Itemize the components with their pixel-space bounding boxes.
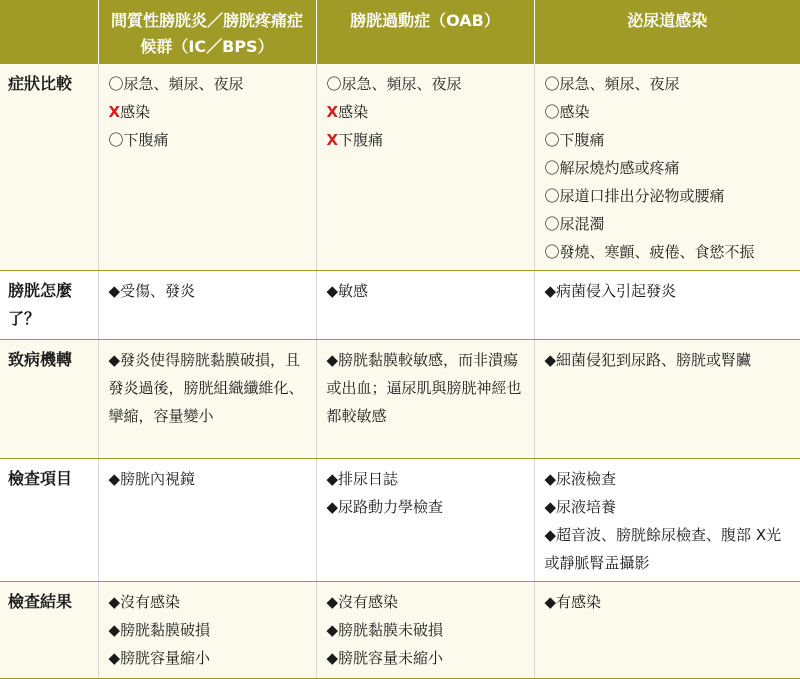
list-item	[545, 493, 793, 521]
cell-symptoms-oab	[316, 64, 534, 271]
list-item	[109, 588, 308, 616]
symptom-text: 感染	[559, 103, 590, 121]
row-symptoms	[0, 64, 800, 271]
circle-mark-icon: 〇	[108, 131, 124, 149]
header-ic-bps: 間質性膀胱炎／膀胱疼痛症候群（IC／BPS）	[98, 0, 316, 64]
cell-text: 受傷、發炎	[120, 282, 196, 300]
diamond-bullet-icon: ◆	[544, 593, 557, 611]
cell-results-ic	[98, 582, 316, 679]
circle-mark-icon: 〇	[544, 75, 560, 93]
symptom-item	[109, 126, 308, 154]
header-oab: 膀胱過動症（OAB）	[316, 0, 534, 64]
symptom-text: 尿急、頻尿、夜尿	[123, 75, 244, 93]
x-mark-icon: X	[326, 103, 339, 121]
circle-mark-icon: 〇	[544, 131, 560, 149]
cell-tests-ic	[98, 459, 316, 582]
cell-mechanism-oab	[316, 340, 534, 459]
symptom-item	[545, 182, 793, 210]
cell-symptoms-uti	[534, 64, 800, 271]
cell-bladder-ic	[98, 271, 316, 340]
symptom-text: 感染	[338, 103, 369, 121]
symptom-item	[109, 70, 308, 98]
cell-text: 膀胱黏膜破損	[120, 621, 211, 639]
list-item	[327, 616, 526, 644]
cell-tests-oab	[316, 459, 534, 582]
cell-text: 發炎使得膀胱黏膜破損，且發炎過後，膀胱組織纖維化、攣縮，容量變小	[108, 351, 304, 425]
symptom-item	[327, 126, 526, 154]
diamond-bullet-icon: ◆	[544, 526, 557, 544]
diamond-bullet-icon: ◆	[108, 593, 121, 611]
circle-mark-icon: 〇	[544, 103, 560, 121]
cell-text: 有感染	[556, 593, 602, 611]
list-item	[109, 465, 308, 493]
symptom-item	[545, 98, 793, 126]
header-uti: 泌尿道感染	[534, 0, 800, 64]
header-row	[0, 0, 800, 64]
row-tests	[0, 459, 800, 582]
list-item	[327, 465, 526, 493]
symptom-item	[545, 154, 793, 182]
circle-mark-icon: 〇	[544, 159, 560, 177]
cell-symptoms-ic	[98, 64, 316, 271]
cell-text: 敏感	[338, 282, 369, 300]
cell-results-uti	[534, 582, 800, 679]
circle-mark-icon: 〇	[544, 215, 560, 233]
circle-mark-icon: 〇	[326, 75, 342, 93]
diamond-bullet-icon: ◆	[108, 470, 121, 488]
list-item	[109, 644, 308, 672]
symptom-text: 尿急、頻尿、夜尿	[341, 75, 462, 93]
cell-text: 尿路動力學檢查	[338, 498, 444, 516]
circle-mark-icon: 〇	[108, 75, 124, 93]
diamond-bullet-icon: ◆	[108, 351, 121, 369]
cell-mechanism-uti	[534, 340, 800, 459]
symptom-text: 發燒、寒顫、疲倦、食慾不振	[559, 243, 755, 261]
diamond-bullet-icon: ◆	[544, 282, 557, 300]
diamond-bullet-icon: ◆	[108, 282, 121, 300]
cell-tests-uti	[534, 459, 800, 582]
row-label-symptoms: 症狀比較	[0, 64, 98, 271]
diamond-bullet-icon: ◆	[326, 470, 339, 488]
cell-text: 超音波、膀胱餘尿檢查、腹部 X光或靜脈腎盂攝影	[544, 526, 782, 572]
cell-bladder-uti	[534, 271, 800, 340]
cell-text: 沒有感染	[338, 593, 399, 611]
cell-text: 病菌侵入引起發炎	[556, 282, 677, 300]
list-item	[545, 588, 793, 616]
list-item	[327, 588, 526, 616]
symptom-text: 感染	[120, 103, 151, 121]
diamond-bullet-icon: ◆	[544, 351, 557, 369]
row-results	[0, 582, 800, 679]
symptom-item	[327, 98, 526, 126]
cell-text: 膀胱黏膜較敏感，而非潰瘍或出血；逼尿肌與膀胱神經也都較敏感	[326, 351, 522, 425]
circle-mark-icon: 〇	[544, 243, 560, 261]
symptom-text: 下腹痛	[338, 131, 384, 149]
diamond-bullet-icon: ◆	[326, 621, 339, 639]
list-item	[545, 465, 793, 493]
cell-text: 膀胱內視鏡	[120, 470, 196, 488]
x-mark-icon: X	[326, 131, 339, 149]
diamond-bullet-icon: ◆	[326, 351, 339, 369]
list-item	[327, 493, 526, 521]
cell-results-oab	[316, 582, 534, 679]
row-label-results: 檢查結果	[0, 582, 98, 679]
cell-text: 膀胱黏膜未破損	[338, 621, 444, 639]
symptom-item	[109, 98, 308, 126]
cell-bladder-oab	[316, 271, 534, 340]
symptom-item	[327, 70, 526, 98]
diamond-bullet-icon: ◆	[326, 498, 339, 516]
header-corner	[0, 0, 98, 64]
cell-text: 排尿日誌	[338, 470, 399, 488]
symptom-text: 尿道口排出分泌物或腰痛	[559, 187, 725, 205]
cell-text: 細菌侵犯到尿路、膀胱或腎臟	[556, 351, 752, 369]
cell-text: 尿液檢查	[556, 470, 617, 488]
cell-text: 沒有感染	[120, 593, 181, 611]
list-item	[109, 616, 308, 644]
cell-mechanism-ic	[98, 340, 316, 459]
symptom-text: 解尿燒灼感或疼痛	[559, 159, 680, 177]
diamond-bullet-icon: ◆	[108, 649, 121, 667]
symptom-text: 尿混濁	[559, 215, 605, 233]
symptom-item	[545, 70, 793, 98]
diamond-bullet-icon: ◆	[544, 470, 557, 488]
cell-text: 膀胱容量未縮小	[338, 649, 444, 667]
symptom-text: 尿急、頻尿、夜尿	[559, 75, 680, 93]
diamond-bullet-icon: ◆	[544, 498, 557, 516]
list-item	[545, 521, 793, 577]
symptom-item	[545, 210, 793, 238]
diamond-bullet-icon: ◆	[326, 593, 339, 611]
symptom-text: 下腹痛	[123, 131, 169, 149]
diamond-bullet-icon: ◆	[326, 649, 339, 667]
circle-mark-icon: 〇	[544, 187, 560, 205]
row-bladder	[0, 271, 800, 340]
row-label-bladder: 膀胱怎麼了？	[0, 271, 98, 340]
diamond-bullet-icon: ◆	[326, 282, 339, 300]
x-mark-icon: X	[108, 103, 121, 121]
symptom-text: 下腹痛	[559, 131, 605, 149]
cell-text: 膀胱容量縮小	[120, 649, 211, 667]
list-item	[327, 644, 526, 672]
symptom-item	[545, 238, 793, 266]
row-label-tests: 檢查項目	[0, 459, 98, 582]
diamond-bullet-icon: ◆	[108, 621, 121, 639]
row-mechanism	[0, 340, 800, 459]
symptom-item	[545, 126, 793, 154]
row-label-mechanism: 致病機轉	[0, 340, 98, 459]
cell-text: 尿液培養	[556, 498, 617, 516]
